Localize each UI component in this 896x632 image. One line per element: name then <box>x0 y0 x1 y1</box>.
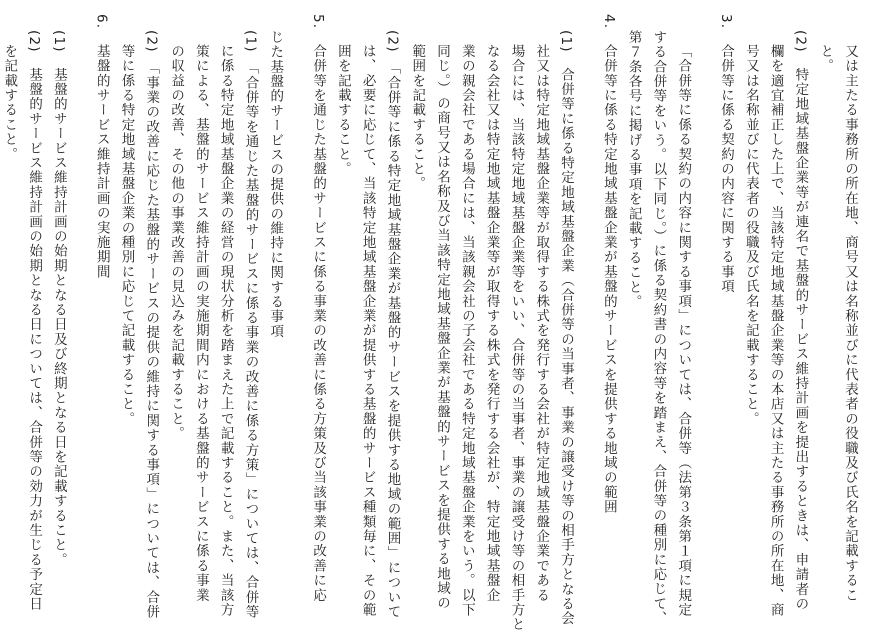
text-line: 4. 合併等に係る特定地域基盤企業が基盤的サービスを提供する地域の範囲 <box>600 14 617 515</box>
text-line: 業の親会社である場合には、当該親会社の子会社である特定地域基盤企業をいう。以下 <box>458 44 475 618</box>
text-line: 号又は名称並びに代表者の役職及び氏名を記載すること。 <box>742 44 759 427</box>
text-line: 5. 合併等を通じた基盤的サービスに係る事業の改善に係る方策及び当該事業の改善に応 <box>310 14 327 603</box>
text-line: (2) 特定地域基盤企業等が連名で基盤的サービス維持計画を提出するときは、申請者の <box>792 30 809 612</box>
text-line: 囲を記載すること。 <box>334 44 351 177</box>
text-line: なる会社又は特定地域基盤企業等が取得する株式を発行する会社が、特定地域基盤企 <box>483 44 500 603</box>
text-line: 3. 合併等に係る契約の内容に関する事項 <box>718 14 735 294</box>
text-line: の収益の改善、その他の事業改善の見込みを記載すること。 <box>168 44 185 441</box>
text-line: (1) 「合併等を通じた基盤的サービスに係る事業の改善に係る方策」については、合併等 <box>242 30 259 620</box>
text-line: (2) 「事業の改善に応じた基盤的サービスの提供の維持に関する事項」については、合併 <box>143 30 160 620</box>
text-line: じた基盤的サービスの提供の維持に関する事項 <box>267 30 284 339</box>
text-line: を記載すること。 <box>1 44 18 162</box>
text-line: (2) 「合併等に係る特定地域基盤企業が基盤的サービスを提供する地域の範囲」について <box>384 30 401 620</box>
text-line: 等に係る特定地域基盤企業の種別に応じて記載すること。 <box>118 44 135 427</box>
text-line: 又は主たる事務所の所在地、商号又は名称並びに代表者の役職及び氏名を記載するこ <box>842 44 858 603</box>
text-line: に係る特定地域基盤企業の経営の現状分析を踏まえた上で記載すること。また、当該方 <box>217 44 234 618</box>
text-line: する合併等をいう。以下同じ。）に係る契約書の内容等を踏まえ、合併等の種別に応じて、 <box>650 30 667 626</box>
text-line: 場合には、当該特定地域基盤企業等をいい、合併等の当事者、事業の譲受け等の相手方と <box>508 44 525 632</box>
text-line: 社又は特定地域基盤企業等が取得する株式を発行する会社が特定地域基盤企業である <box>533 44 550 603</box>
text-line: 「合併等に係る契約の内容に関する事項」については、合併等（法第３条第１項に規定 <box>675 44 692 618</box>
text-line: 範囲を記載すること。 <box>409 44 426 191</box>
text-line: は、必要に応じて、当該特定地域基盤企業が提供する基盤的サービス種類毎に、その範 <box>359 44 376 618</box>
text-line: 第７条各号に掲げる事項を記載すること。 <box>625 30 642 310</box>
text-line: 6. 基盤的サービス維持計画の実施期間 <box>93 14 110 280</box>
text-line: 欄を適宜補正した上で、当該特定地域基盤企業等の本店又は主たる事務所の所在地、商 <box>767 44 784 618</box>
text-line: 策による、基盤的サービス維持計画の実施期間内における基盤的サービスに係る事業 <box>192 44 209 603</box>
text-line: 同じ。）の商号又は名称及び当該特定地域基盤企業が基盤的サービスを提供する地域の <box>434 44 451 611</box>
document-body <box>0 14 862 632</box>
text-line: (2) 基盤的サービス維持計画の始期となる日については、合併等の効力が生じる予定日 <box>26 30 43 612</box>
text-line: と。 <box>817 44 834 74</box>
text-line: (1) 基盤的サービス維持計画の始期となる日及び終期となる日を記載すること。 <box>50 30 67 568</box>
text-line: (1) 合併等に係る特定地域基盤企業（合併等の当事者、事業の譲受け等の相手方となる会 <box>558 30 575 627</box>
